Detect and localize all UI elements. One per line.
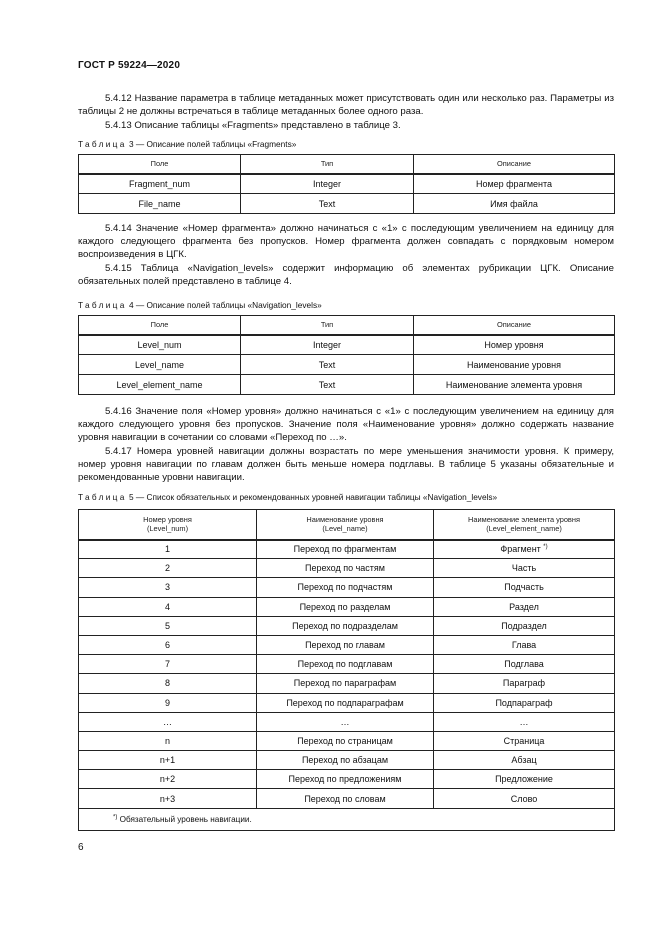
table-row bbox=[79, 355, 615, 375]
column-header: Описание bbox=[414, 316, 615, 335]
element-name: Параграф bbox=[502, 678, 546, 689]
level-num-cell: 6 bbox=[79, 635, 257, 654]
column-header-title: Наименование уровня bbox=[306, 515, 384, 525]
element-name: Подчасть bbox=[504, 582, 544, 593]
level-num-cell: 9 bbox=[79, 693, 257, 712]
table-row bbox=[79, 674, 615, 693]
column-header-title: Номер уровня bbox=[143, 515, 192, 525]
column-header bbox=[257, 510, 434, 540]
level-num-cell: n+3 bbox=[79, 789, 257, 808]
paragraph-5-4-15: 5.4.15 Таблица «Navigation_levels» содержит информацию об элементах рубрикации ЦГК. Описание обязательных полей представлено в таблице 4. bbox=[78, 263, 614, 288]
table-row bbox=[79, 693, 615, 712]
level-name-cell: Переход по подпараграфам bbox=[257, 693, 434, 712]
level-num-cell: n bbox=[79, 731, 257, 750]
level-name-cell: Переход по главам bbox=[257, 635, 434, 654]
table-5 bbox=[78, 509, 615, 831]
level-element-cell bbox=[434, 540, 615, 559]
level-element-cell bbox=[434, 731, 615, 750]
column-header bbox=[79, 510, 257, 540]
paragraph-5-4-12: 5.4.12 Название параметра в таблице метаданных может присутствовать один или несколько раз. Параметры из таблицы 2 не должны встречаться в таблице метаданных более одного раза. bbox=[78, 93, 614, 118]
caption-word: Таблица bbox=[78, 300, 127, 310]
paragraph-5-4-17: 5.4.17 Номера уровней навигации должны возрастать по мере уменьшения значимости уровня. К примеру, номер уровня навигации по главам должен быть меньше номера подглавы. В таблице 5 указаны обязательные и рекомендованные уровни навигации. bbox=[78, 446, 614, 484]
table-row bbox=[79, 559, 615, 578]
table-cell: Integer bbox=[241, 174, 414, 194]
table-cell: Integer bbox=[241, 335, 414, 355]
level-num-cell: 5 bbox=[79, 616, 257, 635]
level-num-cell: n+1 bbox=[79, 751, 257, 770]
level-num-cell: 7 bbox=[79, 655, 257, 674]
level-num-cell: 3 bbox=[79, 578, 257, 597]
table-row bbox=[79, 194, 615, 214]
element-name: Подпараграф bbox=[495, 697, 553, 708]
level-element-cell bbox=[434, 655, 615, 674]
page-number: 6 bbox=[78, 842, 84, 853]
column-header-field: (Level_element_name) bbox=[486, 524, 562, 534]
table-cell: Level_element_name bbox=[79, 375, 241, 395]
level-element-cell bbox=[434, 597, 615, 616]
table-5-caption bbox=[78, 492, 497, 502]
table-4 bbox=[78, 315, 615, 395]
level-num-cell: n+2 bbox=[79, 770, 257, 789]
table-row bbox=[79, 635, 615, 654]
table-3 bbox=[78, 154, 615, 214]
element-name: Раздел bbox=[509, 601, 539, 612]
column-header-title: Наименование элемента уровня bbox=[468, 515, 580, 525]
element-name: Фрагмент bbox=[500, 544, 541, 555]
level-num-cell: 8 bbox=[79, 674, 257, 693]
level-name-cell: Переход по предложениям bbox=[257, 770, 434, 789]
table-cell: Наименование уровня bbox=[414, 355, 615, 375]
table-row bbox=[79, 375, 615, 395]
level-num-cell: 2 bbox=[79, 559, 257, 578]
level-element-cell bbox=[434, 751, 615, 770]
paragraph-5-4-14: 5.4.14 Значение «Номер фрагмента» должно начинаться с «1» с последующим увеличением на единицу для каждого следующего фрагмента без пропусков. Номер фрагмента должен совпадать с порядковым номером воспроизведения в ЦГК. bbox=[78, 223, 614, 261]
element-name: Предложение bbox=[495, 774, 553, 785]
column-header bbox=[434, 510, 615, 540]
level-element-cell bbox=[434, 712, 615, 731]
level-element-cell bbox=[434, 635, 615, 654]
element-name: Абзац bbox=[511, 755, 537, 766]
caption-text: 3 — Описание полей таблицы «Fragments» bbox=[126, 139, 297, 149]
table-row bbox=[79, 616, 615, 635]
element-name: Слово bbox=[510, 793, 538, 804]
level-element-cell bbox=[434, 559, 615, 578]
element-name: Глава bbox=[511, 640, 537, 651]
table-cell: File_name bbox=[79, 194, 241, 214]
level-name-cell: Переход по абзацам bbox=[257, 751, 434, 770]
table-5-footnote bbox=[79, 808, 615, 830]
table-cell: Text bbox=[241, 375, 414, 395]
table-cell: Level_num bbox=[79, 335, 241, 355]
table-row bbox=[79, 751, 615, 770]
document-header: ГОСТ Р 59224—2020 bbox=[78, 60, 181, 71]
element-name: … bbox=[519, 716, 529, 727]
table-4-caption bbox=[78, 300, 322, 310]
level-element-cell bbox=[434, 789, 615, 808]
footnote-ref: *) bbox=[543, 544, 548, 551]
table-row bbox=[79, 789, 615, 808]
table-cell: Имя файла bbox=[414, 194, 615, 214]
caption-text: 5 — Список обязательных и рекомендованных уровней навигации таблицы «Navigation_levels» bbox=[126, 492, 498, 502]
element-name: Часть bbox=[511, 563, 537, 574]
table-row bbox=[79, 174, 615, 194]
caption-text: 4 — Описание полей таблицы «Navigation_levels» bbox=[126, 300, 322, 310]
table-row bbox=[79, 655, 615, 674]
column-header: Поле bbox=[79, 155, 241, 174]
table-cell: Fragment_num bbox=[79, 174, 241, 194]
table-row bbox=[79, 335, 615, 355]
column-header: Описание bbox=[414, 155, 615, 174]
table-row bbox=[79, 731, 615, 750]
level-name-cell: Переход по словам bbox=[257, 789, 434, 808]
table-cell: Наименование элемента уровня bbox=[414, 375, 615, 395]
level-name-cell: Переход по разделам bbox=[257, 597, 434, 616]
level-name-cell: Переход по подразделам bbox=[257, 616, 434, 635]
level-name-cell: Переход по фрагментам bbox=[257, 540, 434, 559]
level-element-cell bbox=[434, 578, 615, 597]
level-element-cell bbox=[434, 770, 615, 789]
element-name: Страница bbox=[503, 735, 545, 746]
table-cell: Номер фрагмента bbox=[414, 174, 615, 194]
column-header: Тип bbox=[241, 155, 414, 174]
footnote-text: Обязательный уровень навигации. bbox=[117, 814, 252, 824]
element-name: Подраздел bbox=[501, 620, 547, 631]
paragraph-5-4-16: 5.4.16 Значение поля «Номер уровня» должно начинаться с «1» с последующим увеличением на единицу для каждого следующего уровня без пропусков. Значение поля «Наименование уровня» должно содержать название уровня навигации в сочетании со словами «Переход по …». bbox=[78, 406, 614, 444]
table-cell: Text bbox=[241, 194, 414, 214]
table-row bbox=[79, 597, 615, 616]
level-name-cell: … bbox=[257, 712, 434, 731]
column-header-field: (Level_num) bbox=[146, 524, 189, 534]
level-num-cell: … bbox=[79, 712, 257, 731]
table-3-caption bbox=[78, 139, 296, 149]
caption-word: Таблица bbox=[78, 492, 127, 502]
level-element-cell bbox=[434, 616, 615, 635]
level-num-cell: 4 bbox=[79, 597, 257, 616]
level-name-cell: Переход по параграфам bbox=[257, 674, 434, 693]
table-row bbox=[79, 578, 615, 597]
column-header: Поле bbox=[79, 316, 241, 335]
table-cell: Level_name bbox=[79, 355, 241, 375]
element-name: Подглава bbox=[504, 659, 544, 670]
column-header-field: (Level_name) bbox=[322, 524, 368, 534]
level-element-cell bbox=[434, 674, 615, 693]
level-name-cell: Переход по частям bbox=[257, 559, 434, 578]
table-row bbox=[79, 540, 615, 559]
level-element-cell bbox=[434, 693, 615, 712]
paragraph-5-4-13: 5.4.13 Описание таблицы «Fragments» представлено в таблице 3. bbox=[105, 120, 401, 131]
table-cell: Text bbox=[241, 355, 414, 375]
table-row bbox=[79, 770, 615, 789]
table-row bbox=[79, 712, 615, 731]
table-cell: Номер уровня bbox=[414, 335, 615, 355]
footnote-mark: *) bbox=[113, 813, 118, 820]
caption-word: Таблица bbox=[78, 139, 127, 149]
level-name-cell: Переход по подглавам bbox=[257, 655, 434, 674]
level-num-cell: 1 bbox=[79, 540, 257, 559]
level-name-cell: Переход по страницам bbox=[257, 731, 434, 750]
column-header: Тип bbox=[241, 316, 414, 335]
level-name-cell: Переход по подчастям bbox=[257, 578, 434, 597]
